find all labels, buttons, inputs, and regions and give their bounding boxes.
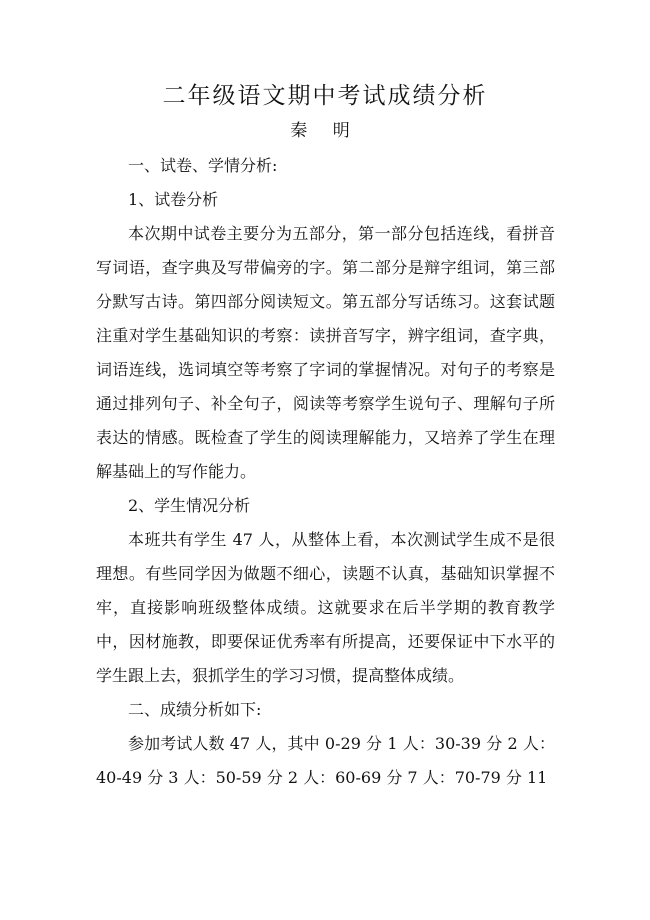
paragraph-score-distribution: 参加考试人数 47 人，其中 0-29 分 1 人：30-39 分 2 人：40-49 分 3 人：50-59 分 2 人：60-69 分 7 人：70-79 分 11 xyxy=(96,734,555,787)
document-body xyxy=(96,149,555,795)
author-name: 秦 明 xyxy=(290,121,360,141)
document-title: 二年级语文期中考试成绩分析 xyxy=(162,83,488,109)
paragraph-student-analysis: 本班共有学生 47 人，从整体上看，本次测试学生成不是很理想。有些同学因为做题不细心，读题不认真，基础知识掌握不牢，直接影响班级整体成绩。这就要求在后半学期的教育教学中，因材施教，即要保证优秀率有所提高，还要保证中下水平的学生跟上去，狠抓学生的学习习惯，提高整体成绩。 xyxy=(96,530,555,685)
section-heading-2: 二、成绩分析如下: xyxy=(128,700,262,719)
subsection-heading-paper: 1、试卷分析 xyxy=(128,190,219,209)
subsection-heading-students: 2、学生情况分析 xyxy=(128,496,251,515)
paragraph-paper-analysis: 本次期中试卷主要分为五部分，第一部分包括连线，看拼音写词语，查字典及写带偏旁的字。第二部分是辩字组词，第三部分默写古诗。第四部分阅读短文。第五部分写话练习。这套试题注重对学生基础知识的考察：读拼音写字，辨字组词，查字典，词语连线，选词填空等考察了字词的掌握情况。对句子的考察是通过排列句子、补全句子，阅读等考察学生说句子、理解句子所表达的情感。既检查了学生的阅读理解能力，又培养了学生在理解基础上的写作能力。 xyxy=(96,224,555,481)
section-heading-1: 一、试卷、学情分析: xyxy=(128,156,278,175)
